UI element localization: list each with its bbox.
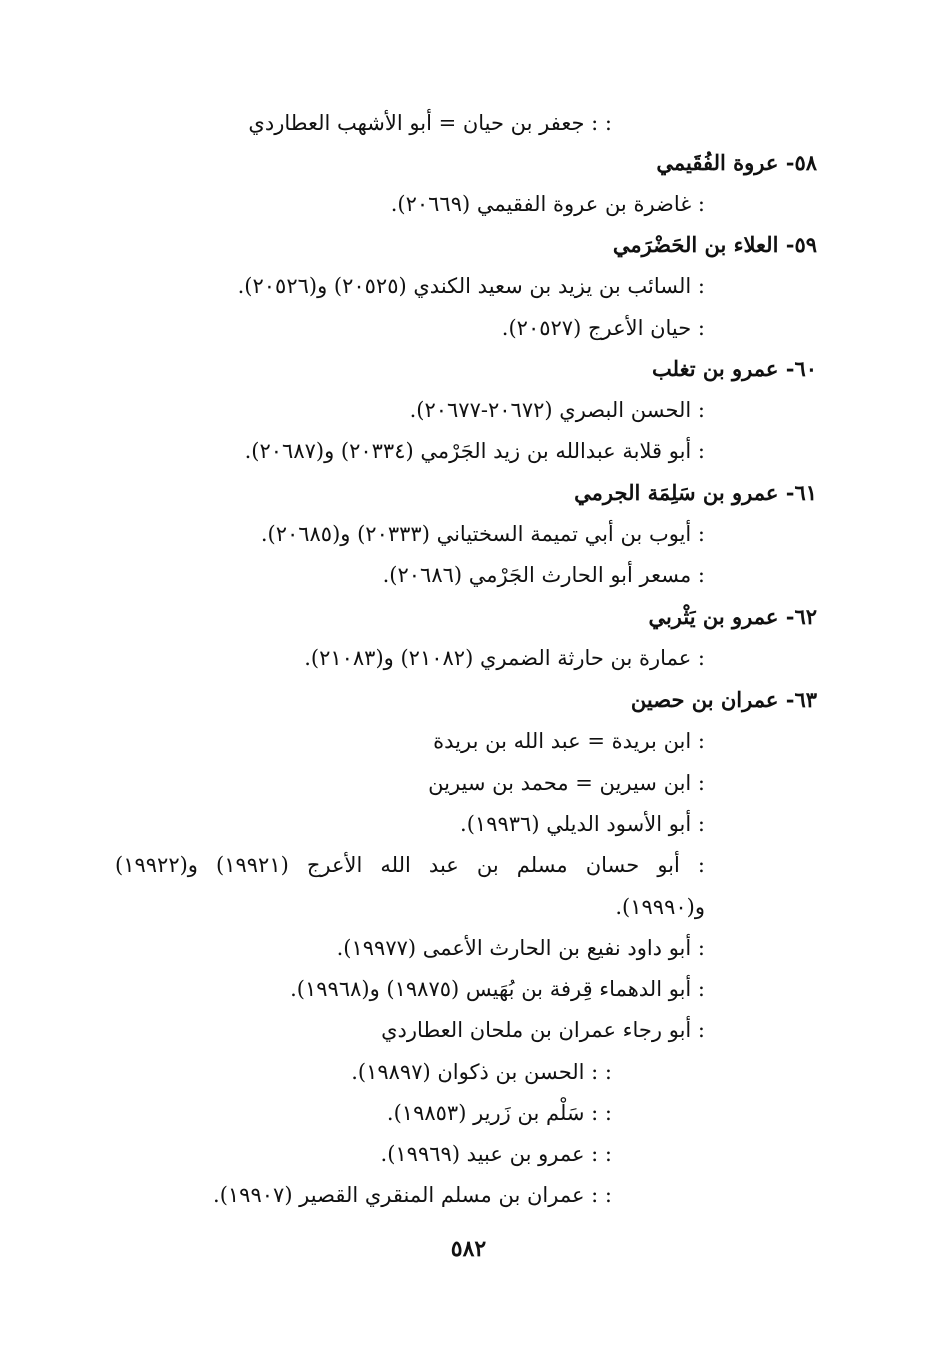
- entry-heading: ٥٨- عروة الفُقَيمي: [656, 150, 817, 175]
- entry-heading: ٦٢- عمرو بن يَثْربي: [648, 604, 817, 629]
- entry-line: : عمارة بن حارثة الضمري (٢١٠٨٢) و(٢١٠٨٣).: [304, 646, 705, 670]
- entry-line: : أبو الدهماء قِرفة بن بُهَيس (١٩٨٧٥) و(١٩٩٦٨).: [290, 977, 705, 1001]
- entry-line: : أبو داود نفيع بن الحارث الأعمى (١٩٩٧٧).: [336, 936, 705, 960]
- entry-line: : السائب بن يزيد بن سعيد الكندي (٢٠٥٢٥) و(٢٠٥٢٦).: [237, 274, 705, 298]
- entry-line: : الحسن البصري (٢٠٦٧٢-٢٠٦٧٧).: [409, 398, 705, 422]
- sub-entry-line: : : سَلْم بن زَرير (١٩٨٥٣).: [386, 1101, 612, 1125]
- entry-line: : ابن سيرين = محمد بن سيرين: [428, 771, 705, 795]
- entry-line: : أيوب بن أبي تميمة السختياني (٢٠٣٣٣) و(٢٠٦٨٥).: [260, 522, 705, 546]
- sub-entry-line: : : عمرو بن عبيد (١٩٩٦٩).: [380, 1142, 612, 1166]
- entry-line: : أبو رجاء عمران بن ملحان العطاردي: [381, 1018, 705, 1042]
- entry-heading: ٦٣- عمران بن حصين: [630, 687, 817, 712]
- entry-line: : حيان الأعرج (٢٠٥٢٧).: [501, 316, 705, 340]
- entry-line: : أبو الأسود الديلي (١٩٩٣٦).: [460, 812, 705, 836]
- sub-entry-line: : : عمران بن مسلم المنقري القصير (١٩٩٠٧).: [213, 1183, 612, 1207]
- entry-heading: ٦١- عمرو بن سَلِمَة الجرمي: [574, 480, 817, 505]
- entry-line: : أبو قلابة عبدالله بن زيد الجَرْمي (٢٠٣٣٤) و(٢٠٦٨٧).: [244, 439, 705, 463]
- entry-heading: ٥٩- العلاء بن الحَضْرَمي: [612, 232, 817, 257]
- entry-line: : مسعر أبو الحارث الجَرْمي (٢٠٦٨٦).: [382, 563, 705, 587]
- entry-line: : ابن بريدة = عبد الله بن بريدة: [433, 729, 705, 753]
- entry-line-continuation: و(١٩٩٩٠).: [615, 895, 705, 919]
- sub-entry-line: : : الحسن بن ذكوان (١٩٨٩٧).: [351, 1060, 612, 1084]
- sub-entry-line: : : جعفر بن حيان = أبو الأشهب العطاردي: [248, 111, 612, 135]
- entry-heading: ٦٠- عمرو بن تغلب: [652, 356, 817, 381]
- page-number: ٥٨٢: [450, 1236, 487, 1262]
- entry-line: : غاضرة بن عروة الفقيمي (٢٠٦٦٩).: [390, 192, 705, 216]
- entry-line-justified: : أبو حسان مسلم بن عبد الله الأعرج (١٩٩٢١) و(١٩٩٢٢): [115, 853, 705, 877]
